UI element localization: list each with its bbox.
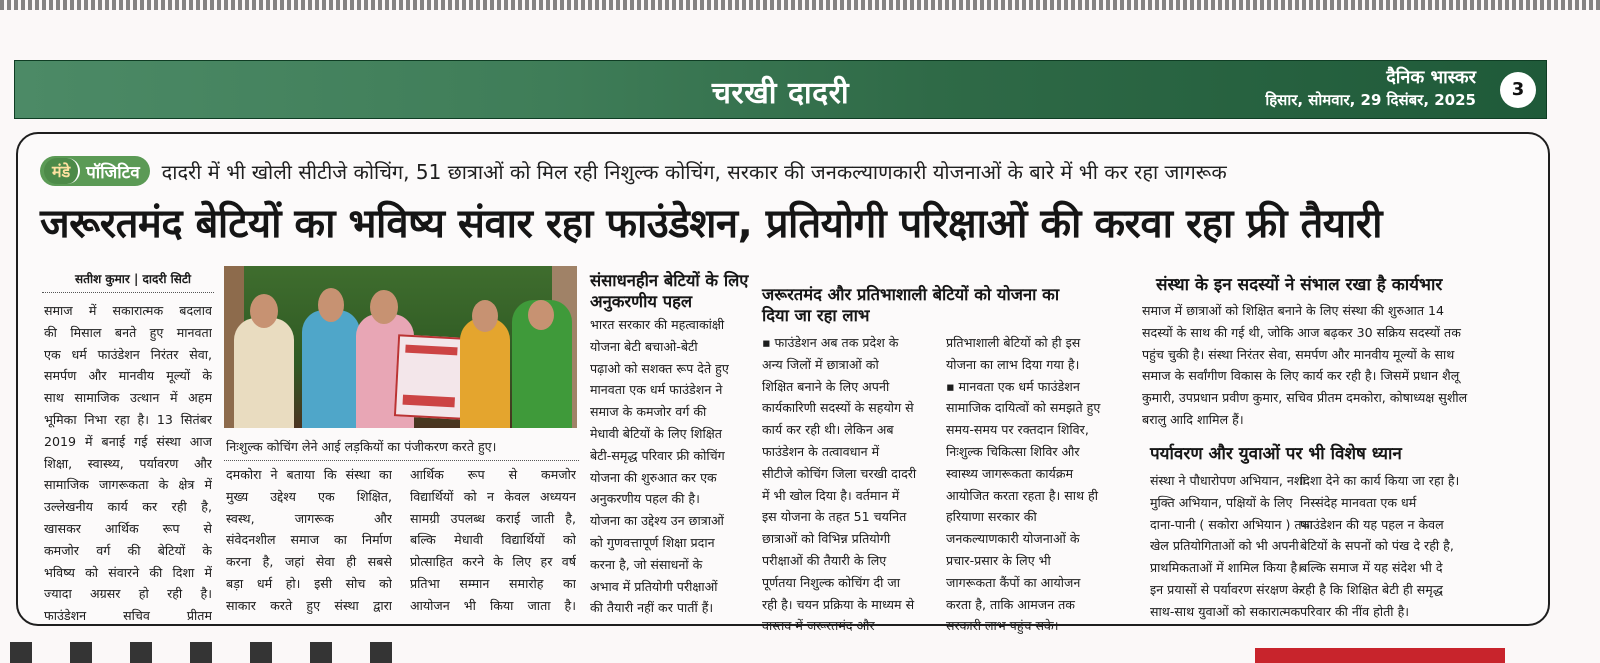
page-number-badge: 3 <box>1500 72 1536 108</box>
text-line: सदस्यों के साथ की गई थी, जोकि आज बढ़कर 30 सक्रिय सदस्यों तक <box>1142 324 1461 340</box>
photo-person-head <box>250 294 278 328</box>
section-title: चरखी दादरी <box>711 76 850 111</box>
text-line: निःशुल्क चिकित्सा शिविर और <box>946 443 1080 459</box>
article-box <box>16 132 1550 634</box>
text-line: समर्पण और मानवीय मूल्यों के <box>44 368 212 384</box>
text-line: योजना की शुरुआत कर एक <box>590 469 717 485</box>
text-line: ▪ फाउंडेशन अब तक प्रदेश के <box>762 335 899 350</box>
text-line: सामग्री उपलब्ध कराई जाती है, <box>410 510 576 526</box>
next-headline-fragment <box>10 642 430 663</box>
headline: जरूरतमंद बेटियों का भविष्य संवार रहा फाउंडेशन, प्रतियोगी परिक्षाओं की करवा रहा फ्री तैयारी <box>40 201 1383 247</box>
text-line: की मिसाल बनते हुए मानवता <box>44 324 212 340</box>
text-line: प्रतिभा सम्मान समारोह का <box>410 575 576 591</box>
text-line: रही है। चयन प्रक्रिया के माध्यम से <box>762 596 915 612</box>
newspaper-name: दैनिक भास्कर <box>1386 67 1476 88</box>
red-label-fragment <box>1255 648 1505 663</box>
text-line: शिक्षित बनाने के लिए अपनी <box>762 378 890 394</box>
text-line: जागरूकता कैंपों का आयोजन <box>946 574 1081 590</box>
text-line: की तैयारी नहीं कर पातीं हैं। <box>590 600 714 616</box>
text-line: 2019 में बनाई गई संस्था आज <box>44 433 212 449</box>
text-line: पूर्णतया निशुल्क कोचिंग दी जा <box>762 574 901 590</box>
text-line: खासकर आर्थिक रूप से <box>44 520 212 536</box>
text-line: स्वास्थ्य जागरूकता कार्यक्रम <box>946 465 1074 481</box>
text-line: कार्यकारिणी सदस्यों के सहयोग से <box>762 400 914 416</box>
text-line: दाना-पानी ( सकोरा अभियान ) तथा <box>1150 516 1313 532</box>
masthead <box>1265 67 1476 111</box>
text-line: बड़ा धर्म हो। इसी सोच को <box>226 575 392 591</box>
text-line: पढ़ाओ को सशक्त रूप देते हुए <box>590 360 729 376</box>
body-section-2 <box>590 314 760 619</box>
kicker-row <box>40 154 1227 188</box>
text-line: इन प्रयासों से पर्यावरण संरक्षण के <box>1150 581 1302 597</box>
text-line: मेधावी बेटियों के लिए शिक्षित <box>590 425 722 441</box>
text-line: प्राथमिकताओं में शामिल किया है। <box>1150 560 1302 576</box>
photo-person-head <box>472 300 498 332</box>
text-line: कमजोर वर्ग की बेटियों के <box>44 542 212 558</box>
text-line: भारत सरकार की महत्वाकांक्षी <box>590 317 725 332</box>
photo-person-head <box>318 288 344 322</box>
text-line: योजना बेटी बचाओ-बेटी <box>590 338 698 354</box>
subheading-members: संस्था के इन सदस्यों ने संभाल रखा है कार्यभार <box>1156 275 1443 295</box>
body-column-2b <box>410 464 576 617</box>
text-line: आर्थिक रूप से कमजोर <box>410 467 576 482</box>
text-line: स्वस्थ, जागरूक और <box>226 510 392 526</box>
text-line: पहुंच चुकी है। संस्था निरंतर सेवा, समर्पण और मानवीय मूल्यों के साथ <box>1142 346 1455 362</box>
text-line: आयोजित करता रहता है। साथ ही <box>946 487 1099 503</box>
text-line: सरकारी लाभ पहुंच सके। <box>946 618 1059 634</box>
text-line: अन्य जिलों में छात्राओं को <box>762 356 879 372</box>
next-article-fragment <box>0 640 1600 663</box>
text-line: फाउंडेशन के तत्वावधान में <box>762 443 880 459</box>
subheading-environment-youth: पर्यावरण और युवाओं पर भी विशेष ध्यान <box>1150 444 1402 464</box>
text-line: छात्राओं को विभिन्न प्रतियोगी <box>762 531 891 547</box>
photo-person <box>302 310 360 428</box>
text-line: मुक्ति अभियान, पक्षियों के लिए <box>1150 494 1293 510</box>
text-line: रही है कि शिक्षित बेटी ही समृद्ध <box>1300 581 1443 597</box>
caption-divider <box>224 460 579 461</box>
monday-positive-tag <box>40 156 150 186</box>
text-line: भूमिका निभा रहा है। 13 सितंबर <box>44 411 212 427</box>
body-section-3a <box>762 332 952 637</box>
text-line: फाउंडेशन सचिव प्रीतम <box>44 608 212 624</box>
text-line: बेटी-समृद्ध परिवार फ्री कोचिंग <box>590 447 725 463</box>
text-line: कार्य कर रही थी। लेकिन अब <box>762 422 894 438</box>
text-line: परिवार की नींव होती है। <box>1300 603 1410 619</box>
text-line: समाज के कमजोर वर्ग की <box>590 404 707 420</box>
body-section-3b <box>946 332 1136 637</box>
text-line: साथ-साथ युवाओं को सकारात्मक <box>1150 603 1301 619</box>
text-line: एक धर्म फाउंडेशन निरंतर सेवा, <box>44 346 212 362</box>
tag-monday: मंडे <box>44 158 80 184</box>
text-line: प्रतिभाशाली बेटियों को ही इस <box>946 335 1081 350</box>
body-section-4 <box>1142 300 1522 431</box>
text-line: मानवता एक धर्म फाउंडेशन ने <box>590 382 723 398</box>
photo-person <box>460 318 510 428</box>
text-line: सामाजिक दायित्वों को समझते हुए <box>946 400 1101 416</box>
text-line: कुमारी, उपप्रधान प्रवीण कुमार, सचिव प्रीतम दमकोरा, कोषाध्यक्ष सुशील <box>1142 390 1468 406</box>
text-line: समय-समय पर रक्तदान शिविर, <box>946 422 1089 438</box>
text-line: संस्था ने पौधारोपण अभियान, नशा <box>1150 473 1306 488</box>
section-banner <box>14 60 1547 119</box>
text-line: बरालु आदि शामिल हैं। <box>1142 411 1244 427</box>
byline: सतीश कुमार | दादरी सिटी <box>75 272 191 286</box>
text-line: बेटियों के सपनों को पंख दे रही है, <box>1300 538 1454 554</box>
photo-person-head <box>528 300 554 330</box>
text-line: बल्कि समाज में यह संदेश भी दे <box>1300 560 1443 576</box>
text-line: योजना का उद्देश्य उन छात्राओं <box>590 513 724 529</box>
text-line: करना है, जो संसाधनों के <box>590 556 703 572</box>
text-line: सामाजिक जागरूकता के क्षेत्र में <box>44 477 212 493</box>
text-line: शिक्षा, स्वास्थ्य, पर्यावरण और <box>44 455 212 471</box>
text-line: परीक्षाओं की तैयारी के लिए <box>762 552 887 568</box>
text-line: बल्कि मेधावी विद्यार्थियों को <box>410 532 576 548</box>
text-line: हरियाणा सरकार की <box>946 509 1037 525</box>
page-torn-edge <box>0 0 1600 10</box>
body-section-5b <box>1300 470 1500 623</box>
text-line: उल्लेखनीय कार्य कर रही है, <box>44 499 212 515</box>
photo-caption: निःशुल्क कोचिंग लेने आई लड़कियों का पंजीकरण करते हुए। <box>226 439 497 454</box>
subheading-needy-talented: जरूरतमंद और प्रतिभाशाली बेटियों को योजना का दिया जा रहा लाभ <box>762 285 1060 325</box>
text-line: निस्संदेह मानवता एक धर्म <box>1300 494 1417 510</box>
text-line: अनुकरणीय पहल की है। <box>590 491 700 507</box>
tag-positive: पॉजिटिव <box>86 162 140 183</box>
byline-divider <box>42 292 214 293</box>
text-line: इस योजना के तहत 51 चयनित <box>762 509 907 525</box>
photo-poster <box>394 334 466 419</box>
text-line: वास्तव में जरूरतमंद और <box>762 618 875 634</box>
text-line: मुख्य उद्देश्य एक शिक्षित, <box>226 488 392 504</box>
text-line: खेल प्रतियोगिताओं को भी अपनी <box>1150 538 1299 554</box>
text-line: प्रचार-प्रसार के लिए भी <box>946 552 1051 568</box>
text-line: आयोजन भी किया जाता है। <box>410 597 576 613</box>
text-line: समाज में सकारात्मक बदलाव <box>44 303 212 318</box>
news-photo <box>224 266 577 428</box>
text-line: साथ सामाजिक उत्थान में अहम <box>44 390 212 406</box>
text-line: फाउंडेशन की यह पहल न केवल <box>1300 516 1444 532</box>
text-line: करना है, जहां सेवा ही सबसे <box>226 554 392 570</box>
body-column-1 <box>44 300 212 627</box>
text-line: दमकोरा ने बताया कि संस्था का <box>226 467 392 482</box>
photo-person-head <box>370 290 398 324</box>
text-line: संवेदनशील समाज का निर्माण <box>226 532 392 548</box>
text-line: ज्यादा अग्रसर हो रही है। <box>44 586 212 602</box>
text-line: अभाव में प्रतियोगी परीक्षाओं <box>590 578 718 594</box>
text-line: समाज में छात्राओं को शिक्षित बनाने के लिए संस्था की शुरुआत 14 <box>1142 303 1445 318</box>
text-line: सीटीजे कोचिंग जिला चरखी दादरी <box>762 465 917 481</box>
text-line: को गुणवत्तापूर्ण शिक्षा प्रदान <box>590 534 715 550</box>
text-line: विद्यार्थियों को न केवल अध्ययन <box>410 488 576 504</box>
kicker-subheadline: दादरी में भी खोली सीटीजे कोचिंग, 51 छात्राओं को मिल रही निशुल्क कोचिंग, सरकार की जनकल्याणकारी योजनाओं के बारे में भी कर रहा जागरूक <box>161 159 1227 184</box>
text-line: दिशा देने का कार्य किया जा रहा है। <box>1300 473 1460 488</box>
text-line: समाज के सर्वांगीण विकास के लिए कार्य कर रही है। जिसमें प्रधान शैलू <box>1142 368 1460 384</box>
text-line: करता है, ताकि आमजन तक <box>946 596 1075 612</box>
text-line: भविष्य को संवारने की दिशा में <box>44 564 212 580</box>
photo-person <box>234 318 294 428</box>
body-column-2a <box>226 464 392 617</box>
text-line: ▪ मानवता एक धर्म फाउंडेशन <box>946 378 1080 394</box>
subheading-resourceless-daughters: संसाधनहीन बेटियों के लिए अनुकरणीय पहल <box>590 271 749 311</box>
text-line: में भी खोल दिया है। वर्तमान में <box>762 487 900 503</box>
text-line: योजना का लाभ दिया गया है। <box>946 356 1080 372</box>
text-line: साकार करते हुए संस्था द्वारा <box>226 597 392 613</box>
dateline: हिसार, सोमवार, 29 दिसंबर, 2025 <box>1265 91 1476 109</box>
text-line: प्रोत्साहित करने के लिए हर वर्ष <box>410 554 576 570</box>
text-line: जनकल्याणकारी योजनाओं के <box>946 531 1080 547</box>
